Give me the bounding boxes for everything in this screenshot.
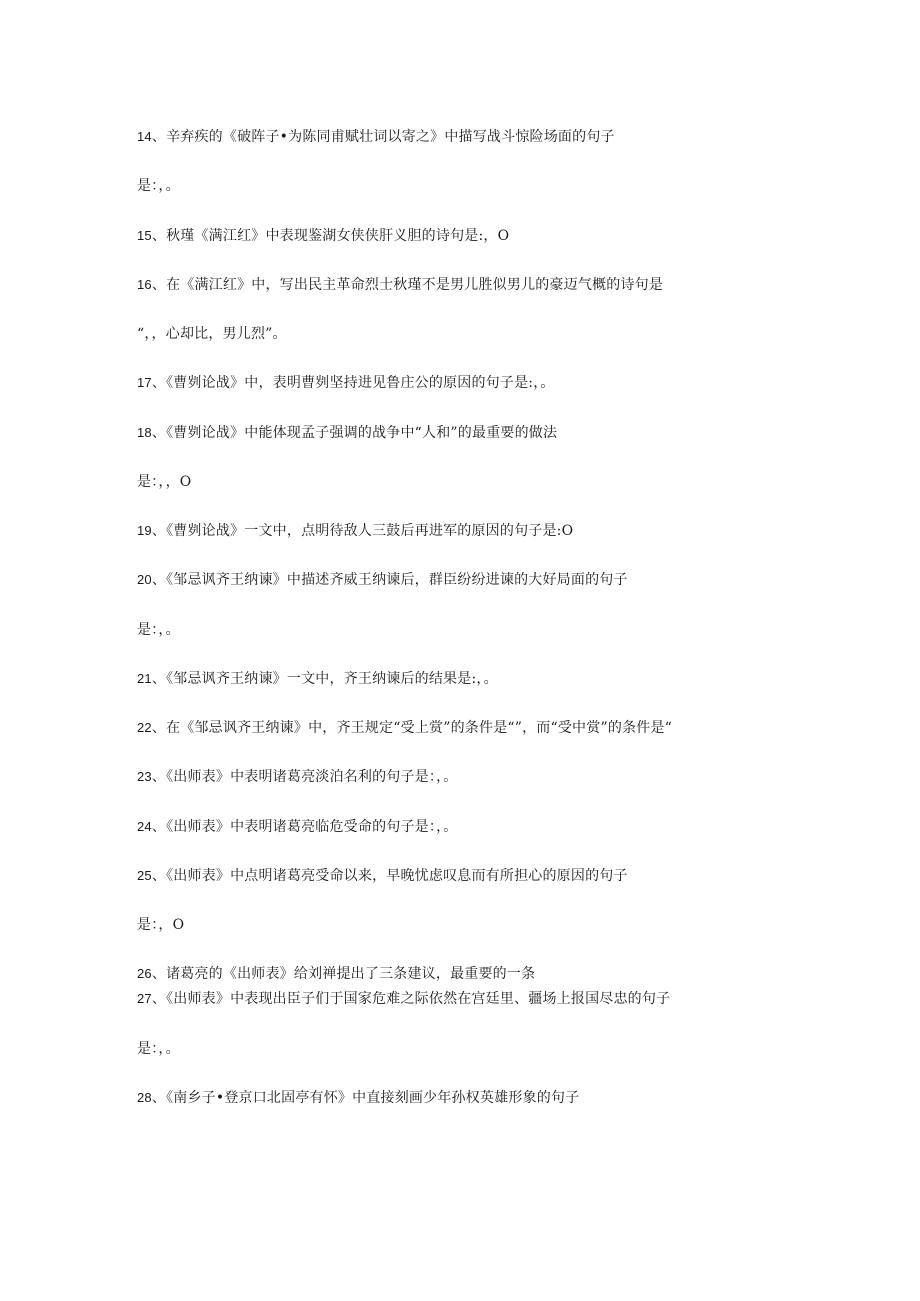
question-20-line xyxy=(137,570,817,590)
question-number: 21 xyxy=(137,671,152,686)
question-text: 、《曹刿论战》中，表明曹刿坚持进见鲁庄公的原因的句子是:，。 xyxy=(151,375,555,391)
question-22-line xyxy=(137,718,817,738)
question-text: 、《出师表》中表明诸葛亮淡泊名利的句子是：，。 xyxy=(151,769,458,785)
question-17-line xyxy=(137,373,817,393)
question-number: 20 xyxy=(137,572,152,587)
question-number: 15 xyxy=(137,228,152,243)
question-text: 、在《满江红》中，写出民主革命烈士秋瑾不是男儿胜似男儿的豪迈气概的诗句是 xyxy=(151,277,664,293)
question-number: 19 xyxy=(137,523,152,538)
question-number: 16 xyxy=(137,277,152,292)
question-28-line xyxy=(137,1088,817,1108)
question-14-answer-line xyxy=(137,176,817,196)
question-text: 是：，，O xyxy=(137,474,192,490)
question-18-line xyxy=(137,423,817,443)
question-18-answer-line xyxy=(137,472,817,492)
question-text: 、《曹刿论战》一文中，点明待敌人三鼓后再进军的原因的句子是:O xyxy=(151,523,574,539)
question-text: 、秋瑾《满江红》中表现鉴湖女侠侠肝义胆的诗句是:，O xyxy=(151,228,510,244)
question-number: 23 xyxy=(137,769,152,784)
question-number: 26 xyxy=(137,966,152,981)
question-text: 、《出师表》中表明诸葛亮临危受命的句子是：，。 xyxy=(151,819,458,835)
question-number: 22 xyxy=(137,720,152,735)
question-text: 、在《邹忌讽齐王纳谏》中，齐王规定“受上赏”的条件是“”，而“受中赏”的条件是“ xyxy=(151,720,672,736)
question-text: 、诸葛亮的《出师表》给刘禅提出了三条建议，最重要的一条 xyxy=(151,966,536,982)
question-number: 17 xyxy=(137,375,152,390)
question-number: 24 xyxy=(137,819,152,834)
question-text: 、《曹刿论战》中能体现孟子强调的战争中“人和”的最重要的做法 xyxy=(151,425,558,441)
question-text: 是：，。 xyxy=(137,178,180,194)
question-25-line xyxy=(137,866,817,886)
question-20-answer-line xyxy=(137,620,817,640)
question-text: 是：，O xyxy=(137,917,185,933)
question-26-line xyxy=(137,964,817,984)
question-text: 、辛弃疾的《破阵子•为陈同甫赋壮词以寄之》中描写战斗惊险场面的句子 xyxy=(151,129,615,145)
question-text: 、《南乡子•登京口北固亭有怀》中直接刻画少年孙权英雄形象的句子 xyxy=(151,1090,580,1106)
question-number: 27 xyxy=(137,991,152,1006)
question-16-line xyxy=(137,275,817,295)
question-number: 25 xyxy=(137,868,152,883)
question-text: 是：，。 xyxy=(137,1041,180,1057)
question-27-answer-line xyxy=(137,1039,817,1059)
question-19-line xyxy=(137,521,817,541)
question-number: 18 xyxy=(137,425,152,440)
question-21-line xyxy=(137,669,817,689)
question-23-line xyxy=(137,767,817,787)
question-text: 是：，。 xyxy=(137,622,180,638)
question-text: 、《出师表》中表现出臣子们于国家危难之际依然在宫廷里、疆场上报国尽忠的句子 xyxy=(151,991,671,1007)
question-16-answer-line xyxy=(137,324,817,344)
question-24-line xyxy=(137,817,817,837)
question-25-answer-line xyxy=(137,915,817,935)
question-15-line xyxy=(137,226,817,246)
question-text: 、《邹忌讽齐王纳谏》一文中，齐王纳谏后的结果是:，。 xyxy=(151,671,498,687)
question-number: 28 xyxy=(137,1090,152,1105)
question-text: “，，心却比，男儿烈”。 xyxy=(137,326,287,342)
question-text: 、《邹忌讽齐王纳谏》中描述齐威王纳谏后，群臣纷纷进谏的大好局面的句子 xyxy=(151,572,628,588)
question-27-line xyxy=(137,989,817,1009)
question-number: 14 xyxy=(137,129,152,144)
question-14-line xyxy=(137,127,817,147)
question-text: 、《出师表》中点明诸葛亮受命以来，早晚忧虑叹息而有所担心的原因的句子 xyxy=(151,868,628,884)
